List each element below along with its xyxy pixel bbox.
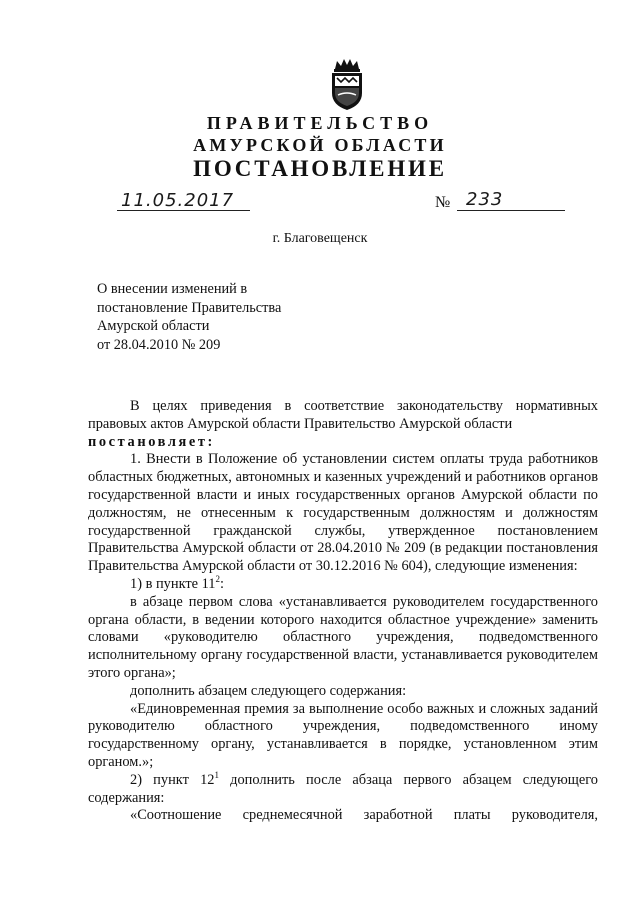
subitem-1-prefix: 1) в пункте 11 — [130, 575, 216, 592]
document-body — [88, 398, 598, 825]
subitem-2-paragraph — [88, 769, 599, 808]
subitem-1-paragraph: в абзаце первом слова «устанавливается руководителем государственного органа области, в ведении которого находится областное учреждение» заменить словами «руководителю областного учреждения, подведомственного исполнительному органу государственной власти, устанавливается руководителем этого органа»; — [88, 593, 598, 681]
number-underline — [457, 210, 565, 211]
subject-line: Амурской области — [97, 318, 210, 334]
document-subject — [97, 280, 357, 354]
item-1-paragraph: 1. Внести в Положение об установлении систем оплаты труда работников областных бюджетных, автономных и казенных учреждений и работников органов государственной власти и иных государственных органов Амурской области по должностям, не отнесенным к государственным должностям и должностям государственной гражданской службы, утвержденное постановлением Правительства Амурской области от 28.04.2010 № 209 (в редакции постановления Правительства Амурской области от 30.12.2016 № 604), следующие изменения: — [88, 451, 598, 575]
number-sign: № — [435, 194, 451, 211]
add-paragraph-instruction: дополнить абзацем следующего содержания: — [130, 682, 407, 699]
document-type-title: ПОСТАНОВЛЕНИЕ — [193, 156, 447, 181]
preamble-paragraph: В целях приведения в соответствие законодательству нормативных правовых актов Амурской области Правительство Амурской области — [88, 398, 598, 432]
quoted-paragraph-1: «Единовременная премия за выполнение особо важных и сложных заданий руководителю областного учреждения, подведомственного иному государственному органу, устанавливается в порядке, установленном этим органом.»; — [88, 700, 598, 770]
subitem-2-superscript: 1 — [214, 769, 219, 780]
decree-word: постановляет: — [88, 433, 215, 450]
subitem-1-heading — [88, 576, 598, 594]
handwritten-number: 233 — [466, 189, 504, 210]
organization-name-line1: ПРАВИТЕЛЬСТВО — [206, 113, 434, 133]
city-label: г. Благовещенск — [272, 231, 368, 246]
date-underline — [117, 210, 250, 211]
subject-line: постановление Правительства — [97, 299, 282, 316]
subject-line: от 28.04.2010 № 209 — [97, 336, 221, 353]
subitem-2-suffix: дополнить после абзаца первого абзацем следующего содержания: — [88, 771, 599, 806]
amur-oblast-coat-of-arms-icon — [327, 57, 367, 111]
subitem-2-prefix: 2) пункт 12 — [130, 771, 215, 788]
quoted-paragraph-2-start: «Соотношение среднемесячной заработной платы руководителя, — [130, 807, 598, 824]
handwritten-date: 11.05.2017 — [121, 190, 235, 211]
organization-name-line2: АМУРСКОЙ ОБЛАСТИ — [193, 135, 447, 155]
subject-line: О внесении изменений в — [97, 281, 248, 297]
subitem-1-superscript: 2 — [215, 574, 221, 585]
subitem-1-suffix: : — [220, 575, 225, 592]
